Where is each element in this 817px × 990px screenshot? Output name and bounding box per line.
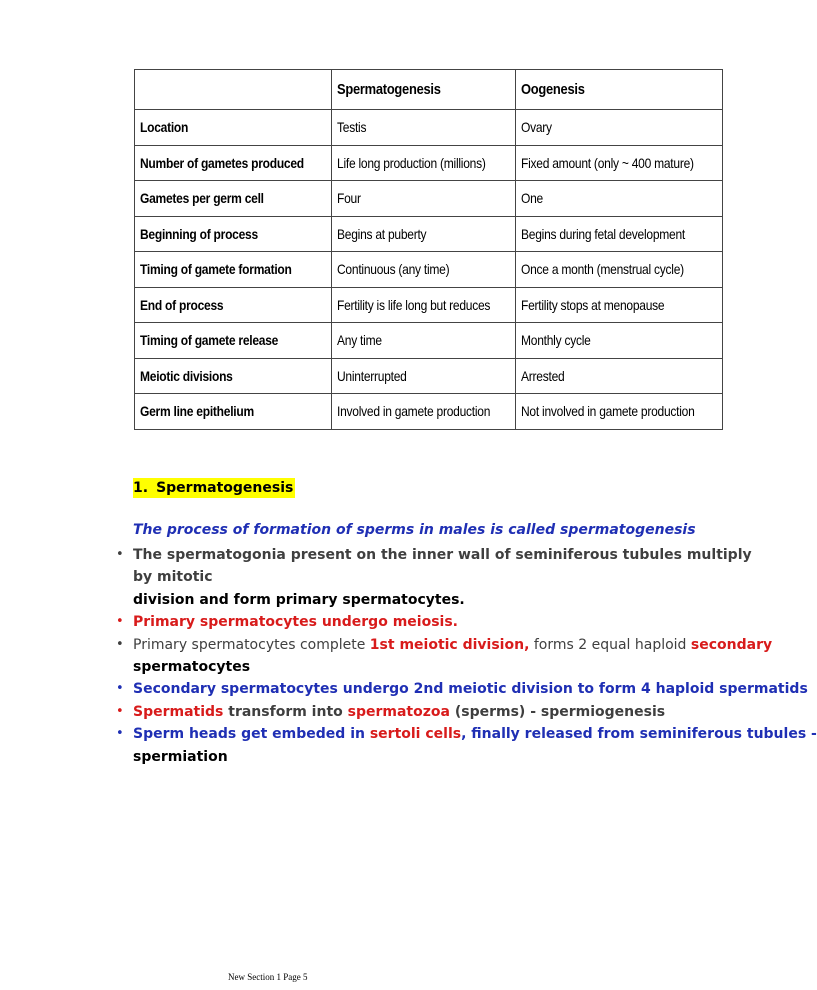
bullet-text: Sperm heads get embeded in [133,726,370,743]
table-cell-text: Ovary [520,119,552,136]
bullet-item [116,634,773,679]
table-cell-text: Fertility stops at menopause [520,296,665,313]
bullet-text: Secondary spermatocytes undergo 2nd meiotic division to form 4 haploid spermatids [133,681,808,698]
bullet-list [116,544,817,768]
table-cell-text: Timing of gamete release [140,332,279,349]
bullet-icon: • [116,726,124,742]
table-cell-text: End of process [140,296,224,313]
table-row [135,287,723,323]
bullet-text: Primary spermatocytes complete [133,636,370,653]
table-cell-text: Life long production (millions) [336,154,486,171]
table-cell-text: One [520,190,543,207]
table-cell [515,145,723,181]
table-cell-text: Beginning of process [140,225,258,242]
table-row-label [135,394,332,430]
section-title: Spermatogenesis [156,480,294,496]
table-row [135,181,723,217]
table-cell [515,323,723,359]
table-cell-text: Oogenesis [520,81,585,98]
bullet-text-continued: spermiation [133,748,228,765]
table-cell-text: Timing of gamete formation [140,261,292,278]
table-cell-text: Fixed amount (only ~ 400 mature) [520,154,694,171]
table-row [135,216,723,252]
table-cell-text: Once a month (menstrual cycle) [520,261,684,278]
table-row-label [135,145,332,181]
bullet-text: , finally released from seminiferous tubules - [461,726,817,743]
table-row [135,110,723,146]
table-row-label [135,181,332,217]
table-cell [515,110,723,146]
table-cell-text: Testis [336,119,366,136]
table-cell-text: Arrested [520,367,565,384]
table-row-label [135,252,332,288]
table-header-cell [135,70,332,110]
bullet-item [116,723,817,768]
bullet-emphasis: 1st meiotic division, [369,636,530,653]
bullet-emphasis: secondary [690,636,773,653]
table-cell [331,323,515,359]
bullet-emphasis: spermatozoa [347,703,450,720]
table-cell [515,216,723,252]
table-row [135,358,723,394]
bullet-icon: • [116,614,124,630]
bullet-text: Primary spermatocytes undergo meiosis. [133,614,458,631]
bullet-text-continued: spermatocytes [133,659,251,676]
bullet-text-continued: division and form primary spermatocytes. [133,591,465,608]
table-cell-text: Any time [336,332,382,349]
bullet-text: The spermatogonia present on the inner wall of seminiferous tubules multiply by mitotic [133,547,752,586]
table-row-label [135,358,332,394]
table-cell-text: Meiotic divisions [140,367,233,384]
section-heading [133,478,295,498]
table-cell [515,252,723,288]
bullet-emphasis: sertoli cells [369,726,462,743]
table-header-cell [331,70,515,110]
bullet-icon: • [116,547,124,562]
table-cell-text: Not involved in gamete production [520,403,695,420]
table-cell-text: Four [336,190,361,207]
table-cell [331,181,515,217]
bullet-text: transform into [223,703,348,720]
table-cell [515,181,723,217]
table-cell [331,145,515,181]
table-cell [515,394,723,430]
table-cell-text: Monthly cycle [520,332,591,349]
bullet-text: forms 2 equal haploid [529,636,691,653]
table-cell [331,216,515,252]
table-row-label [135,216,332,252]
table-cell [331,110,515,146]
table-row-label [135,110,332,146]
table-cell-text: Uninterrupted [336,367,407,384]
bullet-emphasis: Spermatids [133,703,224,720]
section-intro: The process of formation of sperms in males is called spermatogenesis [133,522,696,538]
table-cell-text: Location [140,119,189,136]
table-row [135,145,723,181]
table-cell [331,287,515,323]
bullet-icon: • [116,703,124,719]
table-cell-text: Continuous (any time) [336,261,449,278]
bullet-item [116,701,758,723]
table-cell-text: Involved in gamete production [336,403,490,420]
bullet-icon: • [116,636,124,652]
bullet-text: (sperms) - spermiogenesis [449,703,666,720]
table-cell [515,287,723,323]
table-row [135,323,723,359]
table-row-label [135,323,332,359]
table-cell [515,358,723,394]
table-cell [331,358,515,394]
bullet-item [116,611,758,633]
comparison-table [134,69,723,430]
table-cell [331,252,515,288]
table-cell-text: Gametes per germ cell [140,190,264,207]
table-cell-text: Germ line epithelium [140,403,254,420]
bullet-item [116,544,758,611]
table-row [135,252,723,288]
table-row-label [135,287,332,323]
table-header-cell [515,70,723,110]
table-cell [331,394,515,430]
bullet-item [116,678,808,700]
bullet-icon: • [116,681,124,697]
comparison-table-body [135,70,723,430]
table-cell-text: Begins at puberty [336,225,426,242]
table-header-row [135,70,723,110]
table-row [135,394,723,430]
table-cell-text: Begins during fetal development [520,225,685,242]
page-footer: New Section 1 Page 5 [228,972,308,982]
section-number: 1. [133,480,149,496]
table-cell-text: Spermatogenesis [336,81,441,98]
table-cell-text: Fertility is life long but reduces [336,296,490,313]
table-cell-text: Number of gametes produced [140,154,304,171]
